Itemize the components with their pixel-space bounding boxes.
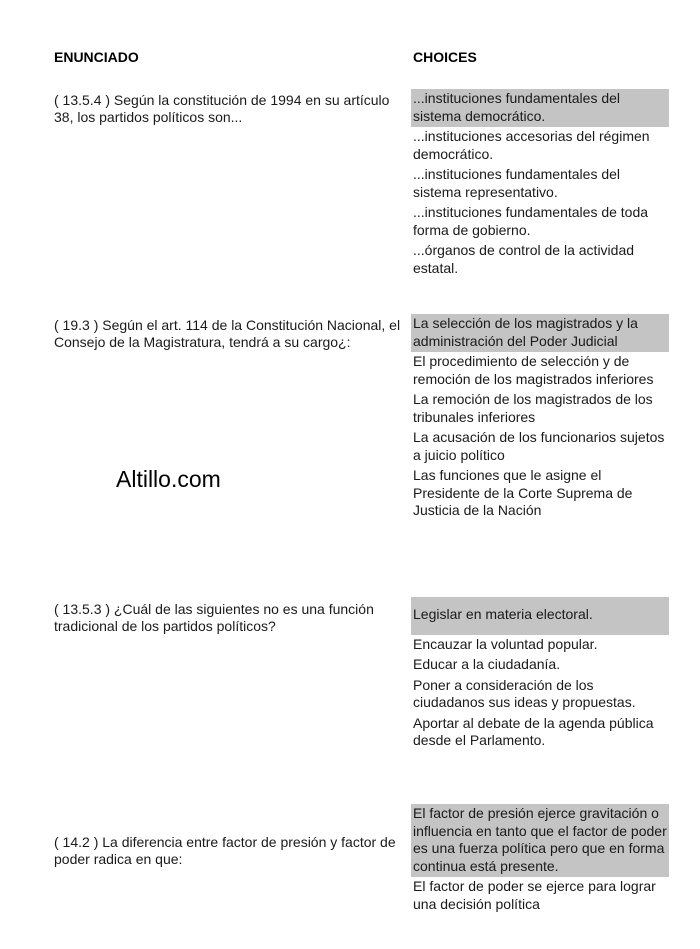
choice-3-4: Poner a consideración de los ciudadanos sus ideas y propuestas. (413, 676, 636, 710)
choice-3-5: Aportar al debate de la agenda pública desde el Parlamento. (413, 714, 654, 748)
question-2: ( 19.3 ) Según el art. 114 de la Constitución Nacional, el Consejo de la Magistratura, tendrá a su cargo¿: (54, 317, 401, 350)
choices-1 (411, 89, 669, 279)
choice-2-1-correct: La selección de los magistrados y la administración del Poder Judicial (411, 314, 669, 352)
choice-4-1-correct: El factor de presión ejerce gravitación o influencia en tanto que el factor de poder es una fuerza política pero que en forma continua está presente. (411, 804, 669, 877)
choice-3-1-correct: Legislar en materia electoral. (411, 597, 669, 635)
question-3: ( 13.5.3 ) ¿Cuál de las siguientes no es una función tradicional de los partidos políticos? (54, 601, 374, 634)
choice-3-2: Encauzar la voluntad popular. (413, 635, 598, 652)
question-1: ( 13.5.4 ) Según la constitución de 1994 en su artículo 38, los partidos políticos son... (54, 92, 390, 125)
choice-1-4: ...instituciones fundamentales de toda forma de gobierno. (413, 204, 649, 238)
choices-2 (411, 314, 669, 522)
question-4: ( 14.2 ) La diferencia entre factor de presión y factor de poder radica en que: (54, 834, 396, 867)
choice-2-5: Las funciones que le asigne el Presidente de la Corte Suprema de Justicia de la Nación (413, 467, 633, 518)
choice-2-3: La remoción de los magistrados de los tribunales inferiores (413, 391, 653, 425)
header-enunciado: ENUNCIADO (54, 49, 139, 65)
choice-3-3: Educar a la ciudadanía. (413, 656, 561, 672)
watermark-altillo: Altillo.com (116, 466, 221, 492)
choice-1-5: ...órganos de control de la actividad estatal. (413, 242, 635, 276)
choice-2-4: La acusación de los funcionarios sujetos a juicio político (413, 429, 665, 463)
choices-4 (411, 804, 669, 915)
choice-2-2: El procedimiento de selección y de remoción de los magistrados inferiores (413, 353, 654, 387)
choice-1-1-correct: ...instituciones fundamentales del sistema democrático. (411, 89, 669, 127)
header-choices: CHOICES (413, 49, 477, 65)
choices-3 (411, 597, 669, 752)
choice-4-2: El factor de poder se ejerce para lograr una decisión política (413, 878, 656, 912)
choice-1-2: ...instituciones accesorias del régimen democrático. (413, 128, 650, 162)
choice-1-3: ...instituciones fundamentales del sistema representativo. (413, 166, 621, 200)
